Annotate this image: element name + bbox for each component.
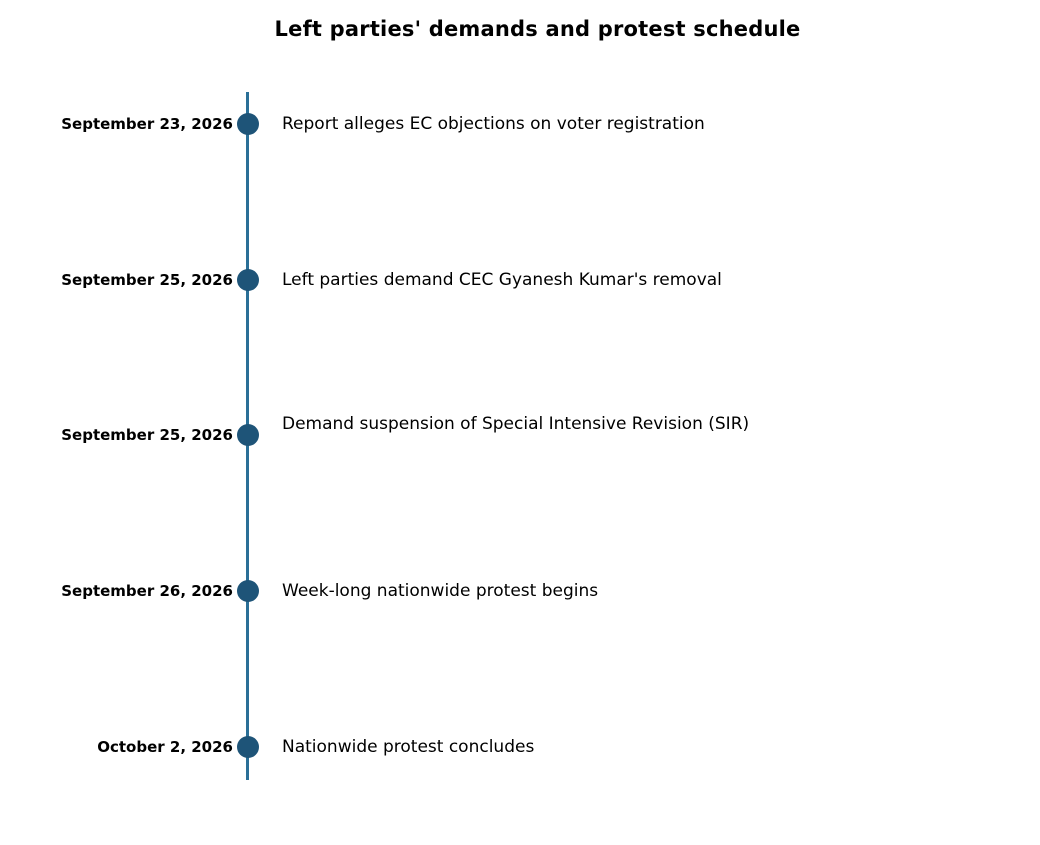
event-description: Nationwide protest concludes <box>282 737 535 757</box>
event-marker <box>237 424 259 446</box>
event-date: September 25, 2026 <box>61 426 233 444</box>
event-marker <box>237 269 259 291</box>
event-description: Week-long nationwide protest begins <box>282 581 599 601</box>
event-marker <box>237 580 259 602</box>
event-date: September 26, 2026 <box>61 582 233 600</box>
event-marker <box>237 736 259 758</box>
timeline-title: Left parties' demands and protest schedule <box>274 17 801 41</box>
event-description: Demand suspension of Special Intensive Revision (SIR) <box>282 414 750 434</box>
event-marker <box>237 113 259 135</box>
event-date: September 25, 2026 <box>61 271 233 289</box>
event-description: Left parties demand CEC Gyanesh Kumar's removal <box>282 270 722 290</box>
event-date: September 23, 2026 <box>61 115 233 133</box>
event-description: Report alleges EC objections on voter registration <box>282 114 705 134</box>
event-date: October 2, 2026 <box>97 738 233 756</box>
